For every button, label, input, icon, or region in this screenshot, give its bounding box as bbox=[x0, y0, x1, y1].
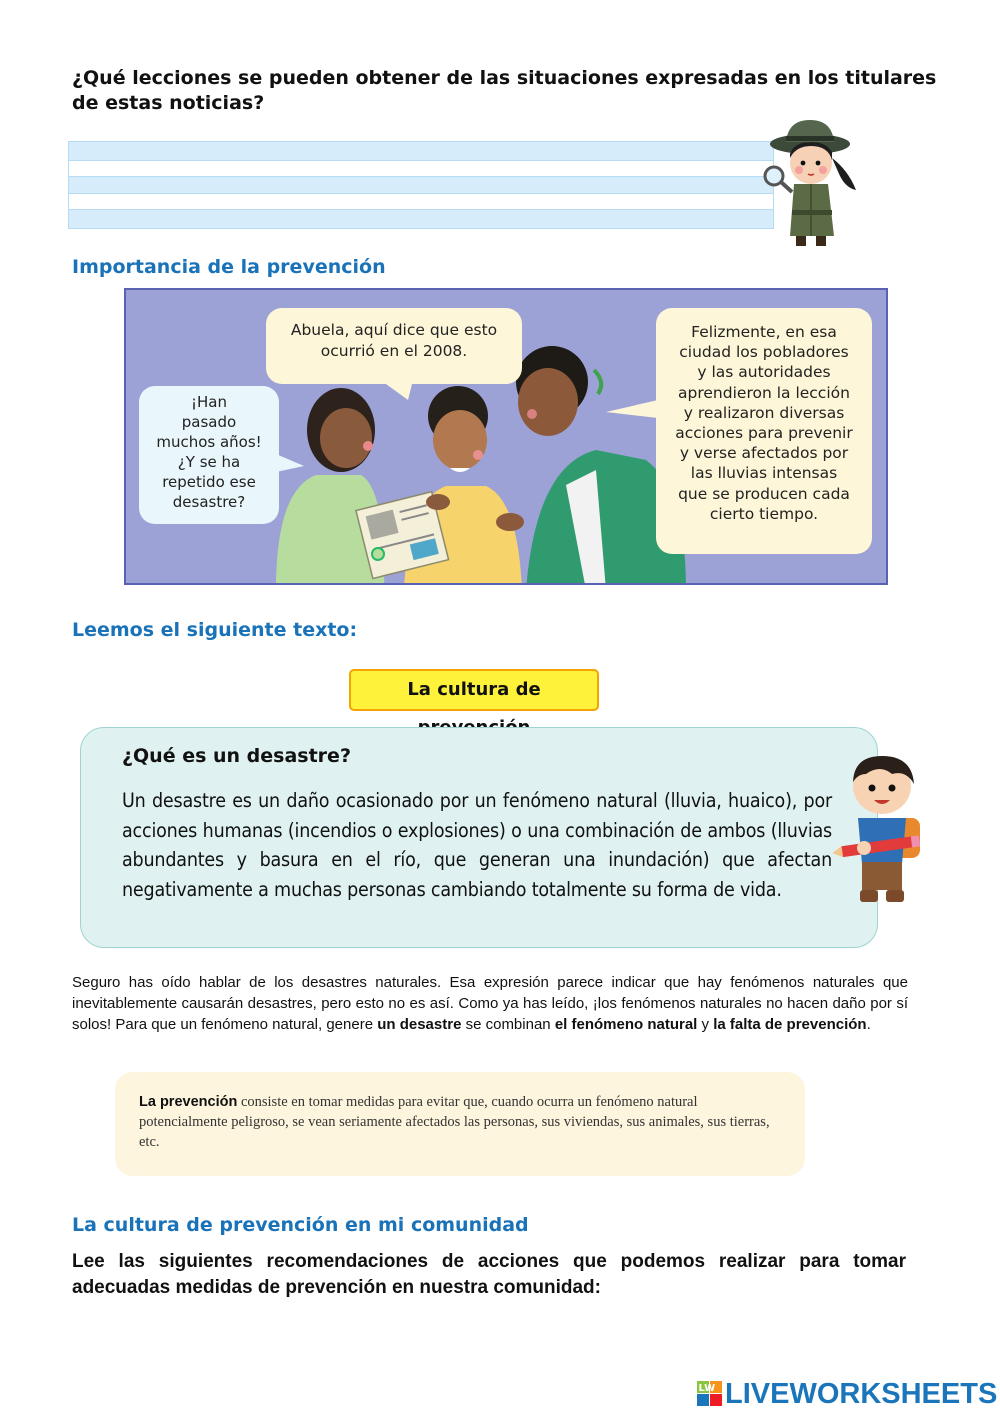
speech-bubble-grandmother: Felizmente, en esa ciudad los pobladores y las autoridades aprendieron la lección y realizaron diversas acciones para prevenir y verse afectados por las lluvias intensas que se producen cada cierto tiempo. bbox=[656, 308, 872, 554]
bubble-tail bbox=[382, 384, 422, 402]
bubble-tail bbox=[606, 398, 660, 422]
answer-line bbox=[69, 160, 773, 177]
body-paragraph: Seguro has oído hablar de los desastres naturales. Esa expresión parece indicar que hay fenómenos naturales que inevitablemente causarán desastres, pero esto no es así. Como ya has leído, ¡los fenómenos naturales no hacen daño por sí solos! Para que un fenómeno natural, genere un desastre se combinan el fenómeno natural y la falta de prevención. bbox=[72, 974, 908, 1033]
detective-girl-illustration bbox=[756, 118, 868, 252]
svg-text:LW: LW bbox=[698, 1383, 716, 1394]
section-title-importancia: Importancia de la prevención bbox=[72, 256, 386, 278]
definition-question: ¿Qué es un desastre? bbox=[122, 745, 351, 767]
culture-title-label: La cultura de bbox=[349, 669, 599, 711]
speech-bubble-boy: Abuela, aquí dice que esto ocurrió en el 2008. bbox=[266, 308, 522, 384]
boy-with-pencil-illustration bbox=[832, 752, 928, 910]
answer-line bbox=[69, 193, 773, 210]
instruction-text: Lee las siguientes recomendaciones de acciones que podemos realizar para tomar adecuadas medidas de prevención en nuestra comunidad: bbox=[72, 1251, 906, 1298]
speech-bubble-girl: ¡Han pasado muchos años! ¿Y se ha repetido ese desastre? bbox=[139, 386, 279, 524]
comic-panel bbox=[124, 288, 888, 585]
liveworksheets-logo-icon bbox=[697, 1381, 723, 1407]
question-heading: ¿Qué lecciones se pueden obtener de las situaciones expresadas en los titulares de estas noticias? bbox=[72, 67, 937, 114]
section-title-leemos: Leemos el siguiente texto: bbox=[72, 619, 358, 641]
section-title-comunidad: La cultura de prevención en mi comunidad bbox=[72, 1214, 529, 1236]
definition-text: Un desastre es un daño ocasionado por un fenómeno natural (lluvia, huaico), por acciones humanas (incendios o explosiones) o una combinación de ambos (lluvias abundantes y basura en el río, que generan una inundación) que afectan negativamente a muchas personas cambiando totalmente su forma de vida. bbox=[122, 789, 832, 901]
liveworksheets-logo: LW LIVEWORKSHEETS bbox=[698, 1377, 998, 1410]
answer-field[interactable] bbox=[68, 141, 774, 229]
prevention-definition: La prevención consiste en tomar medidas para evitar que, cuando ocurra un fenómeno natural potencialmente peligroso, se vean seriamente afectados las personas, sus viviendas, sus animales, sus tierras, etc. bbox=[139, 1094, 770, 1150]
bubble-tail bbox=[276, 450, 306, 480]
